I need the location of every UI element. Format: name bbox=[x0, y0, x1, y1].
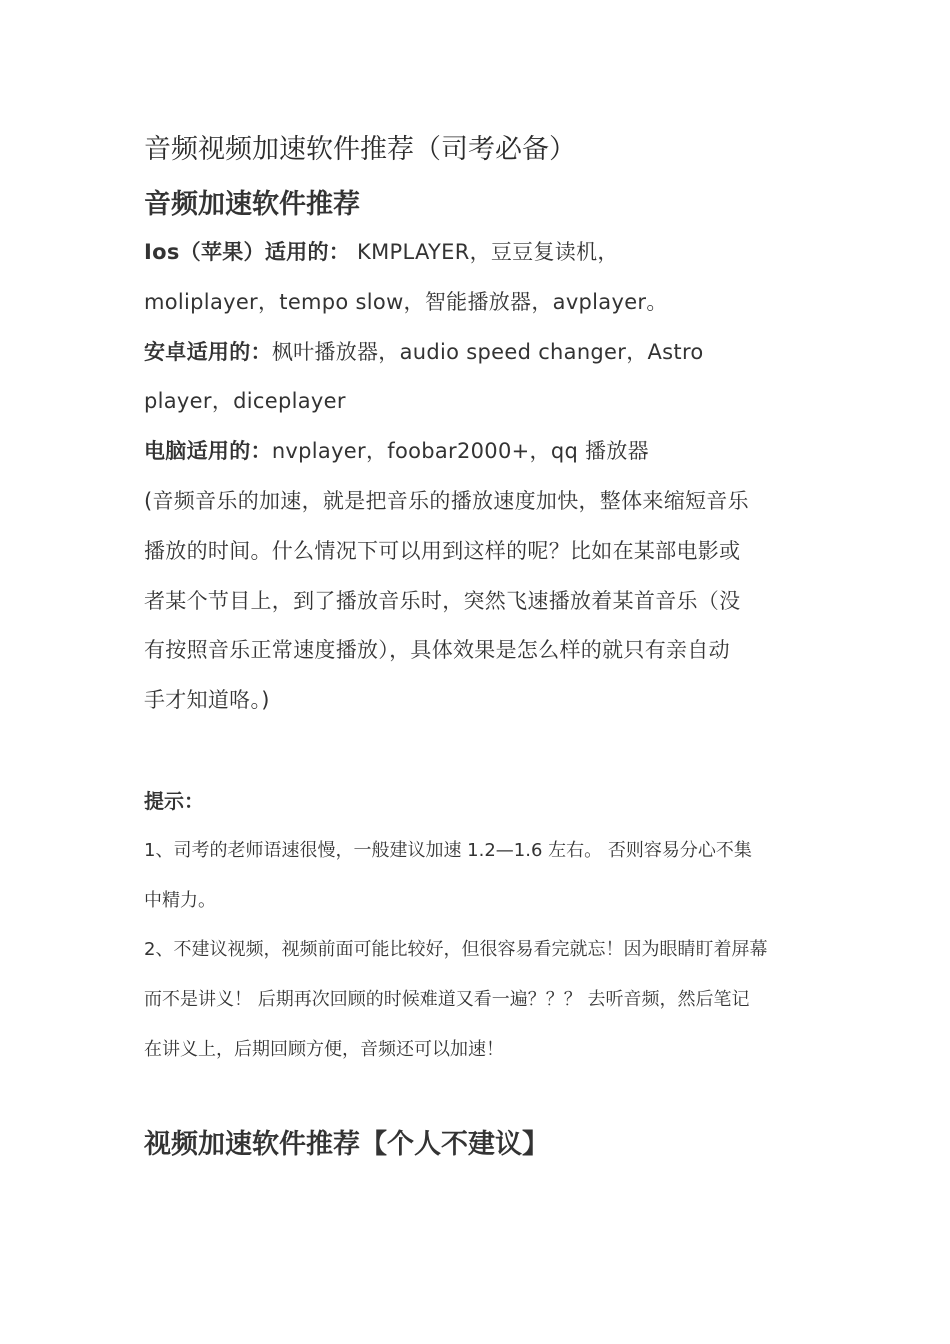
tip-line-2: 中精力。 bbox=[144, 889, 216, 911]
ios-line-1 bbox=[144, 228, 809, 278]
document-page bbox=[144, 128, 809, 1168]
ios-line-2: moliplayer，tempo slow，智能播放器，avplayer。 bbox=[144, 289, 668, 314]
spacer bbox=[144, 726, 809, 776]
note-line-2: 播放的时间。什么情况下可以用到这样的呢？比如在某部电影或 bbox=[144, 538, 741, 563]
note-line-3: 者某个节目上，到了播放音乐时，突然飞速播放着某首音乐（没 bbox=[144, 588, 741, 613]
pc-apps: nvplayer，foobar2000+，qq 播放器 bbox=[271, 439, 649, 464]
audio-section-heading: 音频加速软件推荐 bbox=[144, 189, 360, 220]
ios-apps-1: KMPLAYER，豆豆复读机， bbox=[350, 240, 619, 264]
tips-label: 提示： bbox=[144, 788, 204, 813]
pc-label: 电脑适用的： bbox=[144, 439, 272, 464]
android-line-1 bbox=[144, 328, 809, 378]
tip-line-5: 在讲义上，后期回顾方便，音频还可以加速！ bbox=[144, 1038, 504, 1060]
android-line-2: player，diceplayer bbox=[144, 389, 346, 414]
pc-line bbox=[144, 427, 809, 477]
note-line-5: 手才知道咯。) bbox=[144, 688, 270, 713]
document-title: 音频视频加速软件推荐（司考必备） bbox=[144, 134, 576, 165]
note-line-1: (音频音乐的加速，就是把音乐的播放速度加快，整体来缩短音乐 bbox=[144, 488, 749, 513]
tip-line-4: 而不是讲义！ 后期再次回顾的时候难道又看一遍？？？ 去听音频，然后笔记 bbox=[144, 989, 750, 1011]
video-section-heading: 视频加速软件推荐【个人不建议】 bbox=[144, 1129, 549, 1161]
note-line-4: 有按照音乐正常速度播放），具体效果是怎么样的就只有亲自动 bbox=[144, 638, 730, 663]
ios-label: Ios（苹果）适用的： bbox=[144, 240, 351, 264]
tip-line-3: 2、不建议视频，视频前面可能比较好，但很容易看完就忘！因为眼睛盯着屏幕 bbox=[144, 939, 768, 961]
android-apps-1: 枫叶播放器，audio speed changer，Astro bbox=[271, 339, 704, 364]
tip-line-1: 1、司考的老师语速很慢，一般建议加速 1.2—1.6 左右。 否则容易分心不集 bbox=[144, 839, 752, 861]
android-label: 安卓适用的： bbox=[144, 339, 272, 364]
